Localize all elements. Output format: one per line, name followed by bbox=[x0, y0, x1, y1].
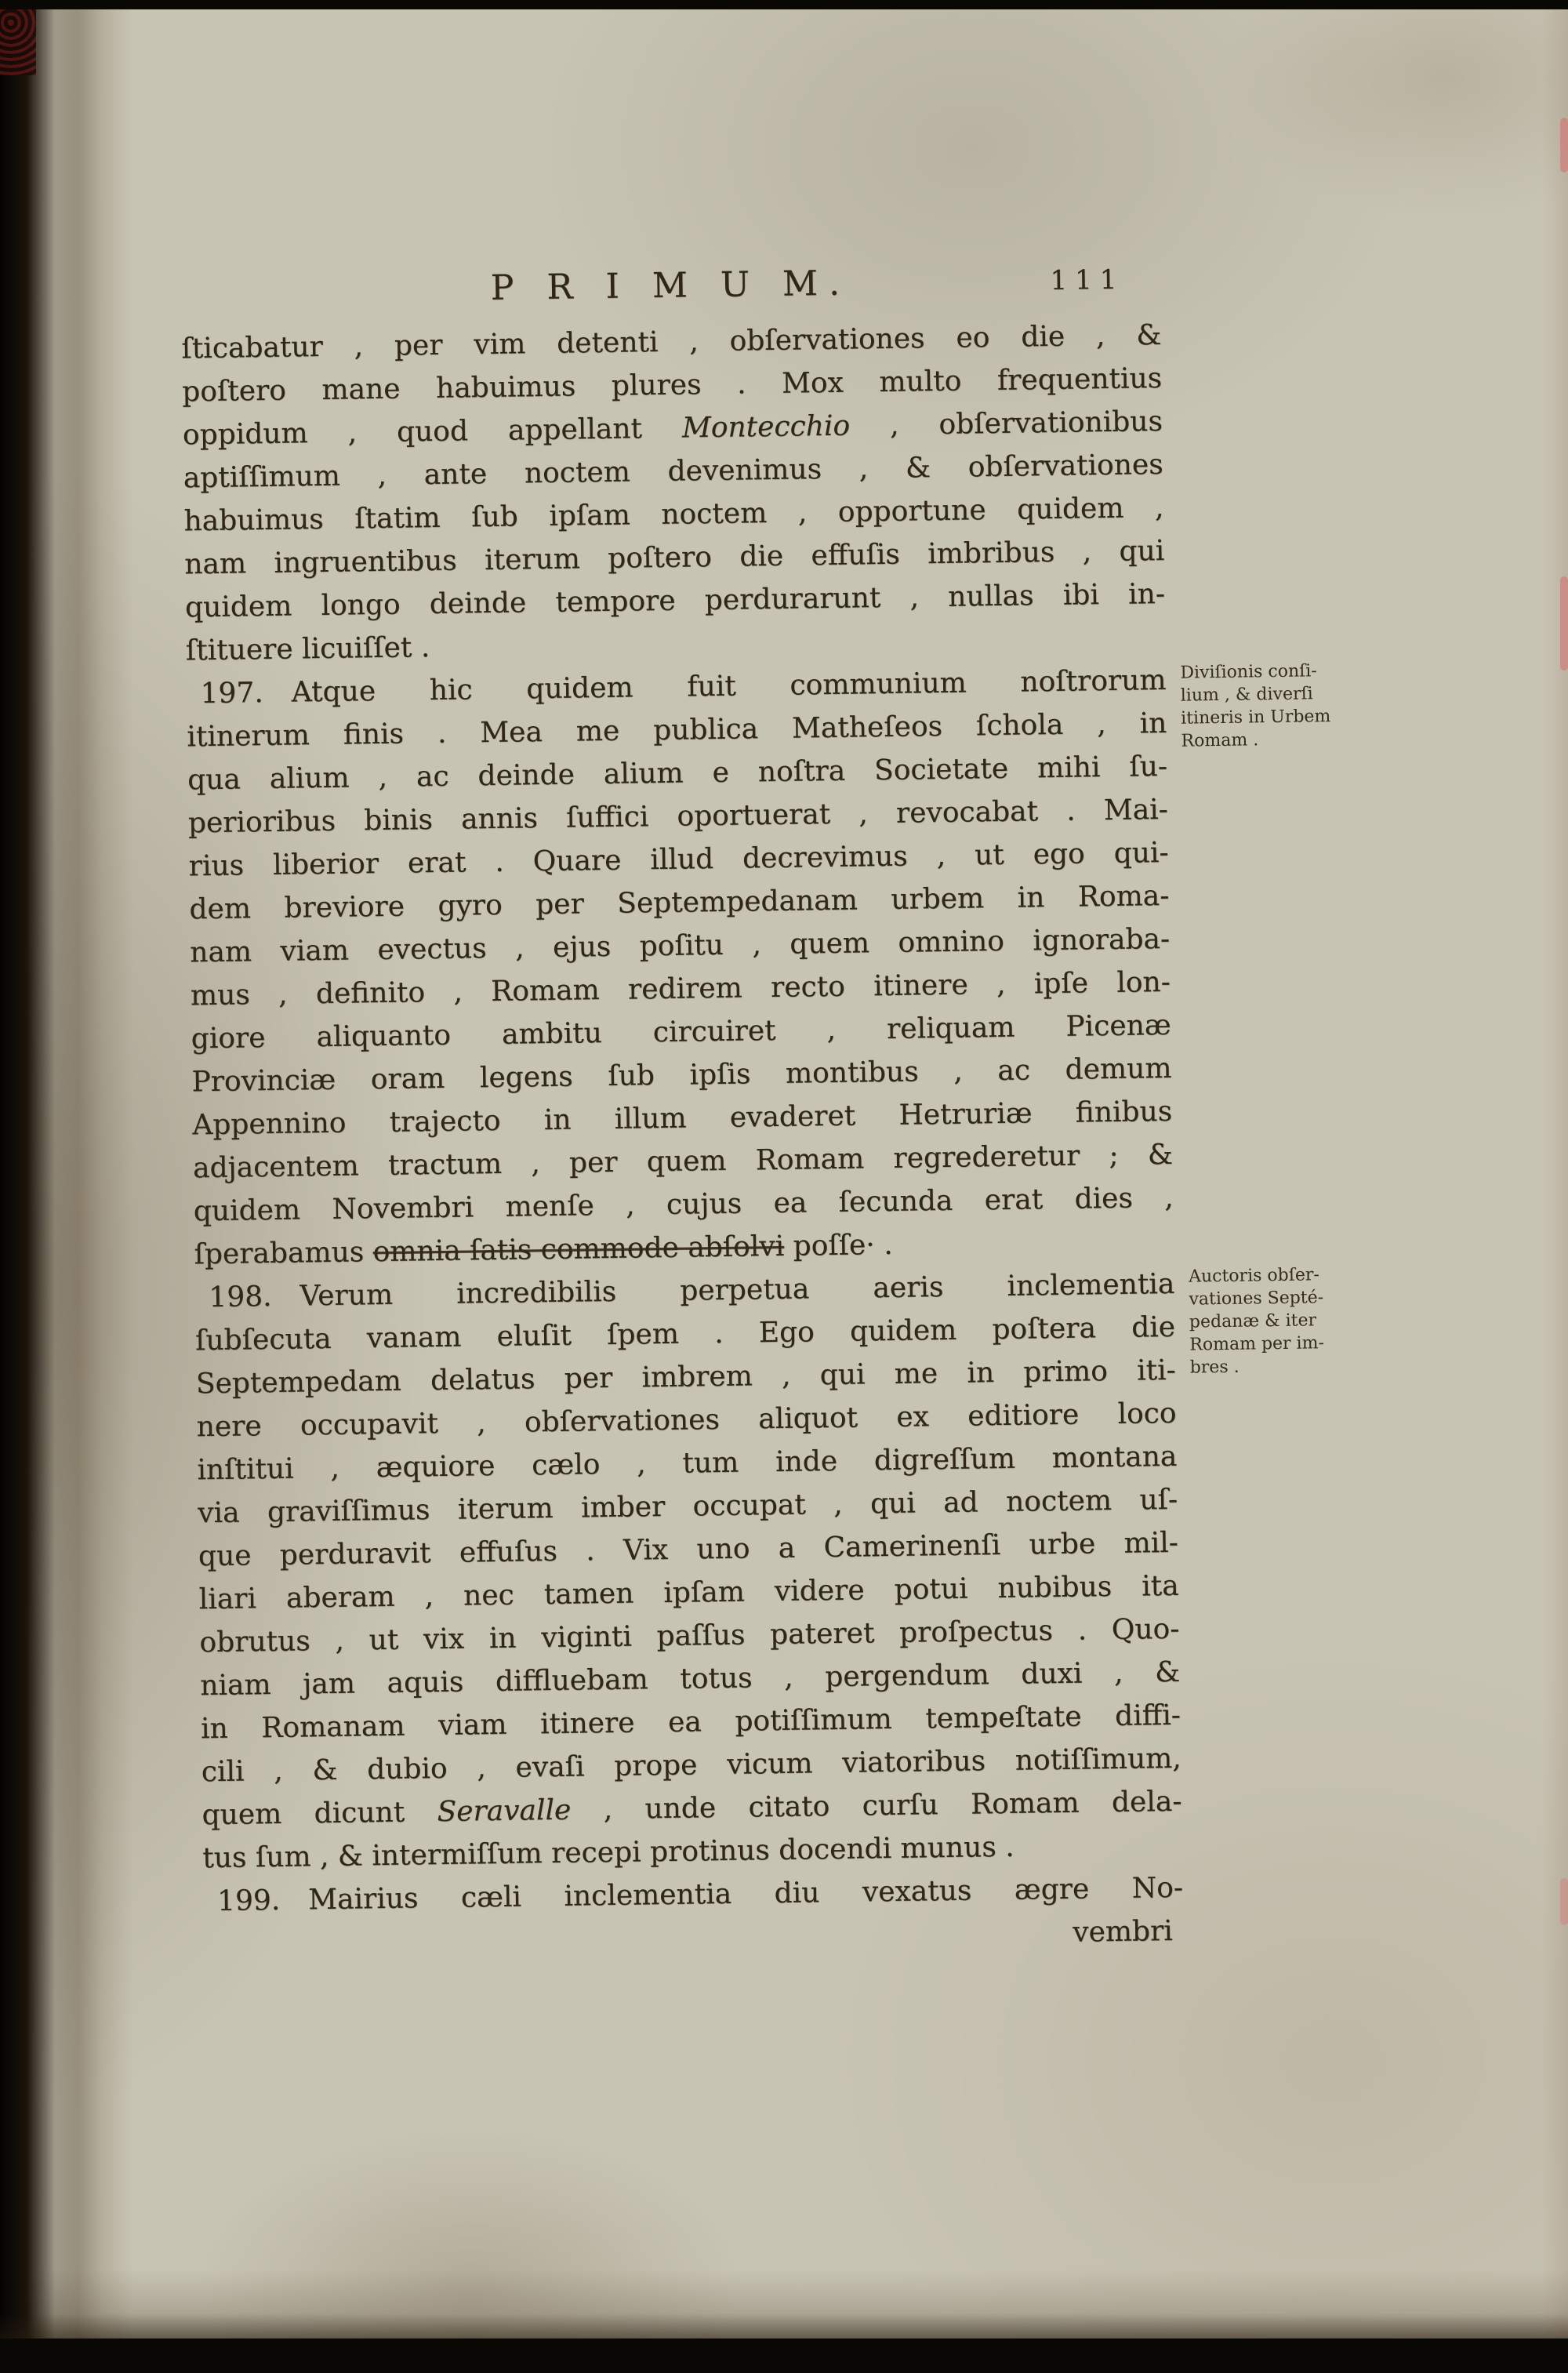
text-block bbox=[180, 259, 1331, 1966]
scan-bottom-edge bbox=[0, 2338, 1568, 2373]
text-run: , obſervationibus bbox=[849, 405, 1163, 442]
text-run: , unde citato curſu Romam dela- bbox=[571, 1785, 1182, 1826]
text-run: niam jam aquis diffluebam totus , pergendum duxi , & bbox=[200, 1655, 1181, 1703]
text-run: ſubſecuta vanam eluſit ſpem . Ego quidem poſtera die bbox=[194, 1310, 1176, 1357]
text-run: in Romanam viam itinere ea potiſſimum tempeſtate diffi- bbox=[200, 1699, 1181, 1746]
italic-text: Montecchio bbox=[681, 409, 851, 445]
text-run: nam viam evectus , ejus poſitu , quem omnino ignoraba- bbox=[189, 922, 1171, 969]
text-run: quidem longo deinde tempore perdurarunt , nullas ibi in- bbox=[184, 577, 1166, 624]
page-bottom-shadow bbox=[0, 2313, 1568, 2342]
italic-text: Seravalle bbox=[437, 1793, 572, 1829]
text-run: aptiſſimum , ante noctem devenimus , & obſervationes bbox=[183, 448, 1163, 495]
fore-edge-pink-mark bbox=[1560, 1878, 1568, 1925]
cover-marbling-corner bbox=[0, 0, 36, 75]
scan-top-edge bbox=[0, 0, 1568, 9]
text-run: itinerum finis . Mea me publica Matheſeos ſchola , in bbox=[187, 707, 1167, 754]
text-run: ſperabamus bbox=[194, 1236, 373, 1271]
text-run: dem breviore gyro per Septempedanam urbem in Roma- bbox=[189, 879, 1170, 926]
text-run: giore aliquanto ambitu circuiret , reliquam Picenæ bbox=[191, 1008, 1171, 1056]
text-run: Septempedam delatus per imbrem , qui me in primo iti- bbox=[195, 1354, 1177, 1401]
text-run: nam ingruentibus iterum poſtero die effuſis imbribus , qui bbox=[184, 534, 1165, 581]
text-run: ſticabatur , per vim detenti , obſervationes eo die , & bbox=[181, 318, 1162, 365]
text-run: tus ſum , & intermiſſum recepi protinus docendi munus . bbox=[202, 1830, 1014, 1875]
text-run: poſtero mane habuimus plures . Mox multo frequentius bbox=[181, 362, 1163, 409]
ink-struck-text: omnia ſatis commode abſolvi bbox=[372, 1230, 785, 1269]
margin-note: Auctoris obſer- vationes Septé- pedanæ & iter Romam per im- bres . bbox=[1188, 1265, 1325, 1378]
text-run: oppidum , quod appellant bbox=[182, 412, 683, 452]
text-run: mus , definito , Romam redirem recto itinere , ipſe lon- bbox=[190, 965, 1171, 1012]
text-run: obrutus , ut vix in viginti paſſus pateret proſpectus . Quo- bbox=[199, 1612, 1180, 1659]
catchword: vembri bbox=[1072, 1914, 1174, 1949]
text-run: cili , & dubio , evaſi prope vicum viatoribus notiſſimum, bbox=[201, 1742, 1181, 1789]
text-run: perioribus binis annis ſuffici oportuerat , revocabat . Mai- bbox=[187, 793, 1169, 840]
text-run: habuimus ſtatim ſub ipſam noctem , opportune quidem , bbox=[183, 491, 1164, 538]
fore-edge-pink-mark bbox=[1560, 118, 1568, 173]
text-run: qua alium , ac deinde alium e noſtra Societate mihi ſu- bbox=[187, 750, 1168, 797]
text-run: Provinciæ oram legens ſub ipſis montibus , ac demum bbox=[191, 1052, 1172, 1099]
paragraph-198 bbox=[194, 1263, 1325, 1880]
text-run: poſſe· . bbox=[783, 1228, 893, 1263]
text-run: liari aberam , nec tamen ipſam videre potui nubibus ita bbox=[198, 1569, 1179, 1616]
text-run: Appennino trajecto in illum evaderet Hetruriæ finibus bbox=[192, 1095, 1173, 1142]
text-run: que perduravit effuſus . Vix uno a Camerinenſi urbe mil- bbox=[198, 1526, 1179, 1573]
text-run: 199. Mairius cæli inclementia diu vexatus ægre No- bbox=[202, 1871, 1184, 1918]
body-text bbox=[181, 314, 1331, 1923]
paragraph-196-continuation bbox=[181, 314, 1166, 672]
text-run: via graviſſimus iterum imber occupat , qui ad noctem uſ- bbox=[197, 1483, 1178, 1530]
text-run: quidem Novembri menſe , cujus ea ſecunda erat dies , bbox=[193, 1181, 1174, 1228]
page-number: 111 bbox=[1050, 263, 1125, 296]
running-title: P R I M U M. bbox=[490, 263, 851, 308]
margin-note: Diviſionis conſi- lium , & diverſi itineris in Urbem Romam . bbox=[1180, 661, 1331, 751]
text-run: nere occupavit , obſervationes aliquot ex editiore loco bbox=[196, 1397, 1177, 1444]
paragraph-197 bbox=[186, 659, 1331, 1276]
book-spine-edge bbox=[0, 0, 20, 2373]
text-run: ſtituere licuiſſet . bbox=[185, 631, 430, 667]
text-run: quem dicunt bbox=[201, 1796, 437, 1832]
text-run: inſtitui , æquiore cælo , tum inde digreſſum montana bbox=[197, 1440, 1178, 1487]
text-run: adjacentem tractum , per quem Romam regrederetur ; & bbox=[192, 1138, 1174, 1185]
text-run: 197. Atque hic quidem fuit communium noſtrorum bbox=[186, 663, 1167, 710]
text-run: 198. Verum incredibilis perpetua aeris inclementia bbox=[194, 1267, 1175, 1314]
fore-edge-pink-mark bbox=[1560, 576, 1568, 670]
text-run: rius liberior erat . Quare illud decrevimus , ut ego qui- bbox=[188, 836, 1169, 883]
